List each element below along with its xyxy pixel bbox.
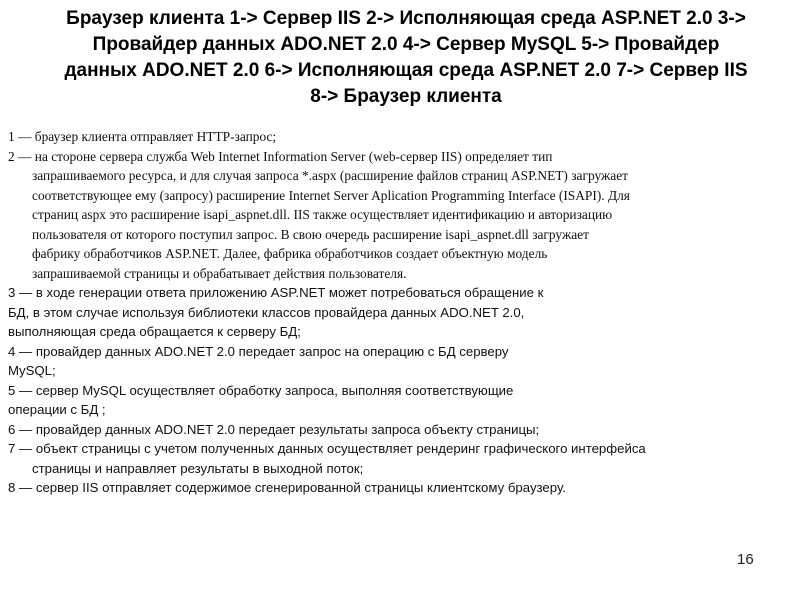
step-4-continuation: MySQL; xyxy=(8,363,56,378)
step-2-continuation: страниц aspx это расширение isapi_aspnet.dll. IIS также осуществляет идентификацию и авторизацию xyxy=(32,207,613,222)
step-2-continuation: соответствующее ему (запросу) расширение Internet Server Aplication Programming Interface (ISAPI). Для xyxy=(32,187,630,203)
step-2-continuation: пользователя от которого поступил запрос. В свою очередь расширение isapi_aspnet.dll загружает xyxy=(32,226,589,242)
step-5-text: 5 — сервер MySQL осуществляет обработку запроса, выполняя соответствующие xyxy=(8,382,514,398)
step-4-text: 4 — провайдер данных ADO.NET 2.0 передает запрос на операцию с БД серверу xyxy=(8,343,509,359)
step-2-continuation: запрашиваемого ресурса, и для случая запроса *.aspx (расширение файлов страниц ASP.NET) загружает xyxy=(32,168,628,183)
title-line: Провайдер данных ADO.NET 2.0 4-> Сервер MySQL 5-> Провайдер xyxy=(92,34,720,55)
page-number: 16 xyxy=(737,551,754,568)
step-3-text: 3 — в ходе генерации ответа приложению ASP.NET может потребоваться обращение к xyxy=(8,285,544,300)
title-line: Браузер клиента 1-> Сервер IIS 2-> Исполняющая среда ASP.NET 2.0 3-> xyxy=(66,8,746,29)
step-8-text: 8 — сервер IIS отправляет содержимое сгенерированной страницы клиентскому браузеру. xyxy=(8,480,566,495)
step-5-continuation: операции с БД ; xyxy=(8,402,106,417)
step-2-continuation: фабрику обработчиков ASP.NET. Далее, фабрика обработчиков создает объектную модель xyxy=(32,246,548,261)
step-2-continuation: запрашиваемой страницы и обрабатывает действия пользователя. xyxy=(32,265,407,281)
step-3-continuation: БД, в этом случае используя библиотеки классов провайдера данных ADO.NET 2.0, xyxy=(8,304,525,320)
step-3-continuation: выполняющая среда обращается к серверу БД; xyxy=(8,324,301,339)
slide-body xyxy=(8,127,794,498)
title-line: 8-> Браузер клиента xyxy=(310,86,502,107)
title-line: данных ADO.NET 2.0 6-> Исполняющая среда ASP.NET 2.0 7-> Сервер IIS xyxy=(64,60,748,81)
step-7-text: 7 — объект страницы с учетом полученных данных осуществляет рендеринг графического интерфейса xyxy=(8,441,646,456)
step-7-continuation: страницы и направляет результаты в выходной поток; xyxy=(32,460,364,476)
slide-title xyxy=(30,6,782,110)
step-6-text: 6 — провайдер данных ADO.NET 2.0 передает результаты запроса объекту страницы; xyxy=(8,421,540,437)
step-2-text: 2 — на стороне сервера служба Web Internet Information Server (web-сервер IIS) определяет тип xyxy=(8,148,553,164)
step-1-text: 1 — браузер клиента отправляет HTTP-запрос; xyxy=(8,129,277,144)
